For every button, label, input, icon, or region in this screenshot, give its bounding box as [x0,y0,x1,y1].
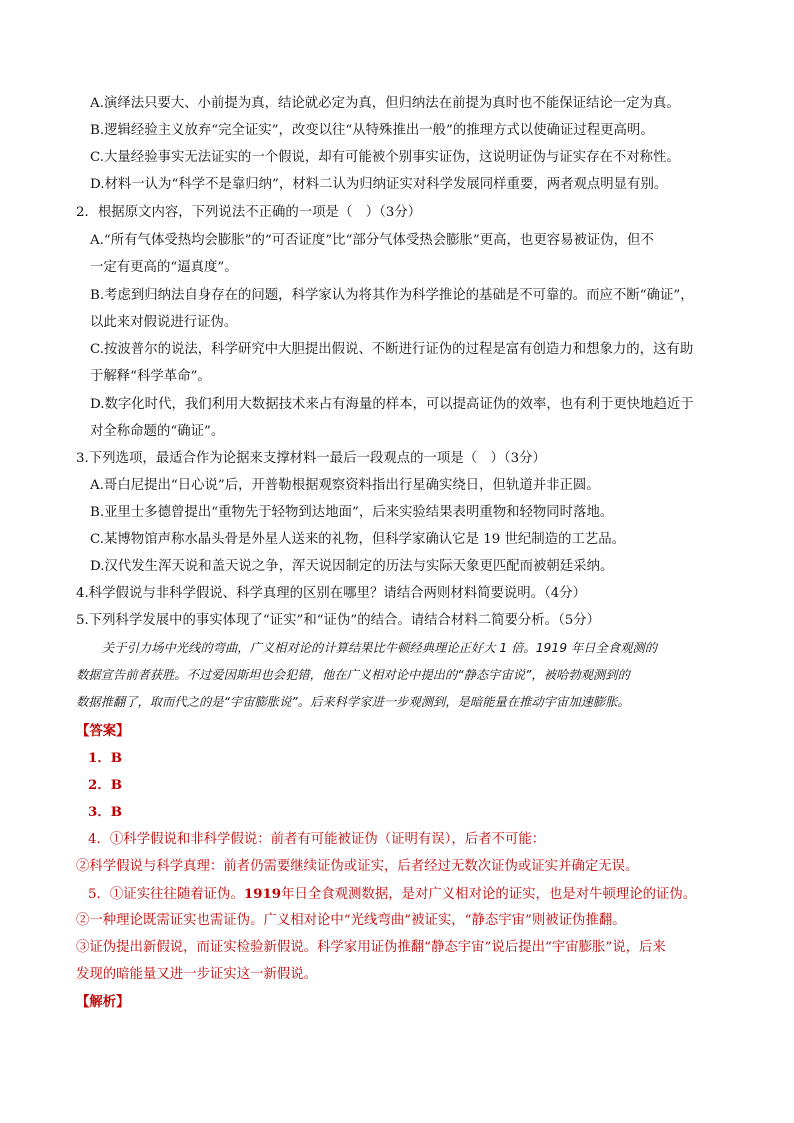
passage-line-1: 关于引力场中光线的弯曲，广义相对论的计算结果比牛顿经典理论正好大 1 倍。1919 年日全食观测的 [102,641,658,655]
answer-1: 1．B [88,750,123,766]
answer-5-line3: ③证伪提出新假说，而证实检验新假说。科学家用证伪推翻“静态宇宙”说后提出“宇宙膨胀”说，后来 [76,940,666,955]
answer-5-line1 [88,884,696,905]
q2-option-a-line1: A.“所有气体受热均会膨胀”的“可否证度”比“部分气体受热会膨胀”更高，也更容易被证伪，但不 [90,233,654,248]
analysis-heading: 【解析】 [76,994,130,1010]
passage-line-3: 数据推翻了，取而代之的是“宇宙膨胀说”。后来科学家进一步观测到，是暗能量在推动宇宙加速膨胀。 [76,695,630,709]
answer-5-line1-part2: 年日全食观测数据，是对广义相对论的证实，也是对牛顿理论的证伪。 [281,887,697,902]
q3-option-d: D.汉代发生浑天说和盖天说之争，浑天说因制定的历法与实际天象更匹配而被朝廷采纳。 [90,559,614,574]
answer-2: 2．B [88,777,123,793]
passage-line-2: 数据宣告前者获胜。不过爱因斯坦也会犯错，他在广义相对论中提出的“静态宇宙说”，被哈勃观测到的 [76,668,630,682]
q3-option-b: B.亚里士多德曾提出“重物先于轻物到达地面”，后来实验结果表明重物和轻物同时落地。 [90,505,614,520]
q2-option-b-line2: 以此来对假说进行证伪。 [90,315,238,330]
answer-5-year: 1919 [243,886,282,902]
q2-option-b-line1: B.考虑到归纳法自身存在的问题，科学家认为将其作为科学推论的基础是不可靠的。而应不断“确证”， [90,288,694,303]
q3-stem: 3.下列选项，最适合作为论据来支撑材料一最后一段观点的一项是（ ）（3分） [76,451,546,466]
answer-5-line2: ②一种理论既需证实也需证伪。广义相对论中“光线弯曲”被证实，“静态宇宙”则被证伪推翻。 [76,913,626,928]
q1-option-b: B.逻辑经验主义放弃“完全证实”，改变以往“从特殊推出一般”的推理方式以使确证过程更高明。 [90,123,654,138]
q1-option-a: A.演绎法只要大、小前提为真，结论就必定为真，但归纳法在前提为真时也不能保证结论一定为真。 [90,96,680,111]
q3-option-c: C.某博物馆声称水晶头骨是外星人送来的礼物，但科学家确认它是 19 世纪制造的工艺品。 [90,532,626,547]
q3-option-a: A.哥白尼提出“日心说”后，开普勒根据观察资料指出行星确实绕日，但轨道并非正圆。 [90,478,600,493]
q2-option-d-line2: 对全称命题的“确证”。 [90,424,225,439]
q2-option-c-line1: C.按波普尔的说法，科学研究中大胆提出假说、不断进行证伪的过程是富有创造力和想象力的，这有助 [90,342,694,357]
answer-heading: 【答案】 [76,723,130,739]
q2-option-d-line1: D.数字化时代，我们利用大数据技术来占有海量的样本，可以提高证伪的效率，也有利于更快地趋近于 [90,397,694,412]
q2-option-a-line2: 一定有更高的“逼真度”。 [90,260,238,275]
q4-stem: 4.科学假说与非科学假说、科学真理的区别在哪里？请结合两则材料简要说明。（4分） [76,586,587,601]
q1-option-d: D.材料一认为“科学不是靠归纳”，材料二认为归纳证实对科学发展同样重要，两者观点明显有别。 [90,177,668,192]
answer-4-line1: 4．①科学假说和非科学假说：前者有可能被证伪（证明有误），后者不可能： [88,832,546,847]
q5-stem: 5.下列科学发展中的事实体现了“证实”和“证伪”的结合。请结合材料二简要分析。（5分） [76,613,601,628]
answer-5-line4: 发现的暗能量又进一步证实这一新假说。 [76,967,318,982]
q1-option-c: C.大量经验事实无法证实的一个假说，却有可能被个别事实证伪，这说明证伪与证实存在不对称性。 [90,150,680,165]
q2-option-c-line2: 于解释“科学革命”。 [90,369,211,384]
answer-4-line2: ②科学假说与科学真理：前者仍需要继续证伪或证实，后者经过无数次证伪或证实并确定无误。 [76,859,639,874]
answer-5-line1-part1: 5．①证实往往随着证伪。 [88,887,244,902]
answer-3: 3．B [88,804,123,820]
q2-stem: 2．根据原文内容，下列说法不正确的一项是（ ）（3分） [76,205,422,220]
